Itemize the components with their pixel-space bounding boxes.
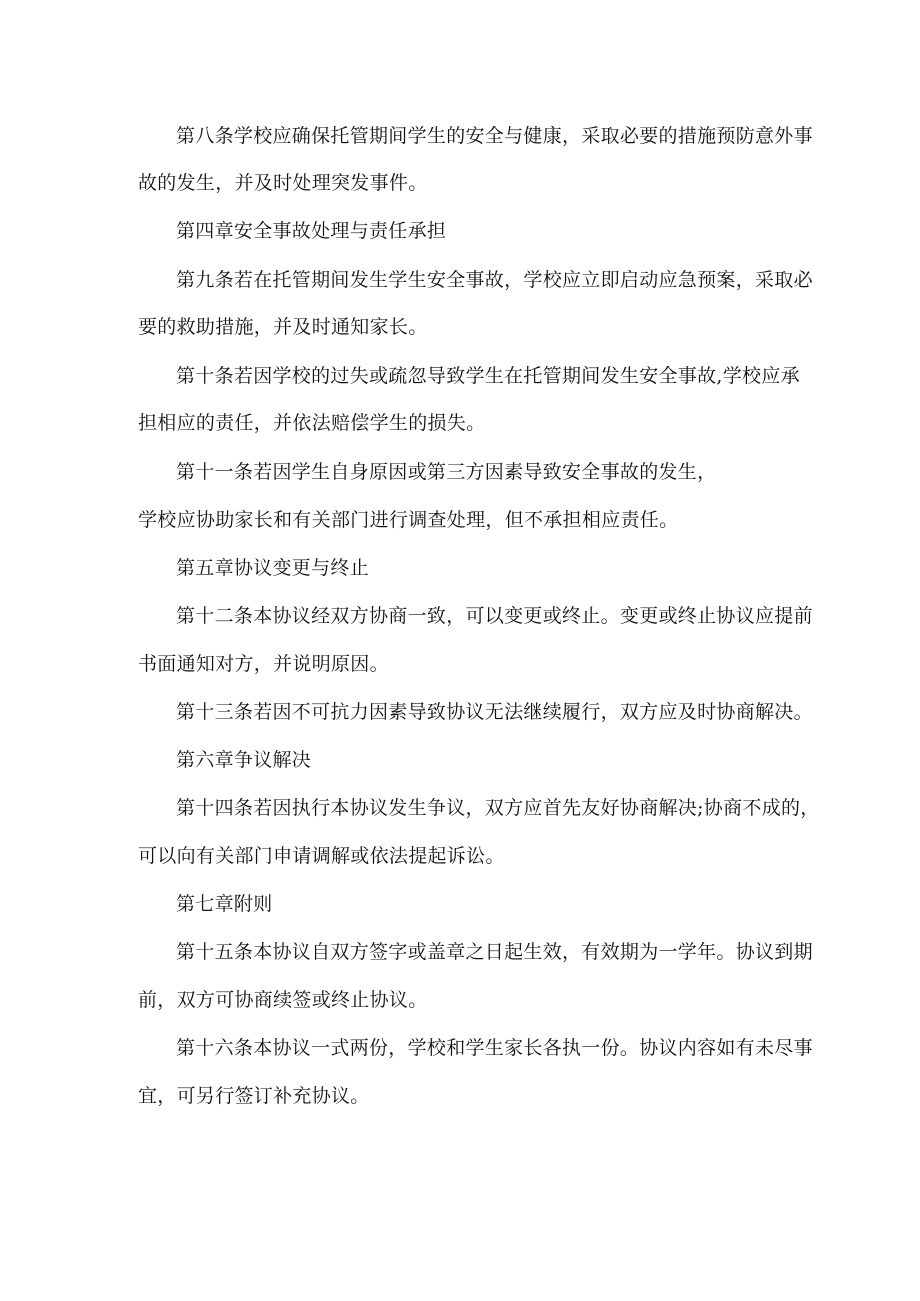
article-10-line-2: 担相应的责任，并依法赔偿学生的损失。: [138, 412, 486, 434]
article-15-line-1: 第十五条本协议自双方签字或盖章之日起生效，有效期为一学年。协议到期: [176, 941, 813, 963]
chapter-6-heading: 第六章争议解决: [176, 749, 312, 771]
article-14-line-2: 可以向有关部门申请调解或依法提起诉讼。: [138, 845, 505, 867]
article-12-line-2: 书面通知对方，并说明原因。: [138, 653, 389, 675]
article-9-line-2: 要的救助措施，并及时通知家长。: [138, 316, 428, 338]
chapter-7-heading: 第七章附则: [176, 893, 273, 915]
article-11-line-1: 第十一条若因学生自身原因或第三方因素导致安全事故的发生，: [176, 461, 717, 483]
article-14-line-1: 第十四条若因执行本协议发生争议，双方应首先友好协商解决;协商不成的，: [176, 797, 820, 819]
article-13-line-1: 第十三条若因不可抗力因素导致协议无法继续履行，双方应及时协商解决。: [176, 701, 813, 723]
article-9-line-1: 第九条若在托管期间发生学生安全事故，学校应立即启动应急预案，采取必: [176, 269, 813, 291]
article-10-line-1: 第十条若因学校的过失或疏忽导致学生在托管期间发生安全事故,学校应承: [176, 365, 800, 387]
article-8-line-2: 故的发生，并及时处理突发事件。: [138, 172, 428, 194]
article-11-line-2: 学校应协助家长和有关部门进行调查处理，但不承担相应责任。: [138, 509, 679, 531]
article-8-line-1: 第八条学校应确保托管期间学生的安全与健康，采取必要的措施预防意外事: [176, 125, 813, 147]
article-12-line-1: 第十二条本协议经双方协商一致，可以变更或终止。变更或终止协议应提前: [176, 605, 813, 627]
chapter-5-heading: 第五章协议变更与终止: [176, 557, 370, 579]
article-16-line-1: 第十六条本协议一式两份，学校和学生家长各执一份。协议内容如有未尽事: [176, 1037, 813, 1059]
article-16-line-2: 宜，可另行签订补充协议。: [138, 1085, 370, 1107]
chapter-4-heading: 第四章安全事故处理与责任承担: [176, 220, 447, 242]
article-15-line-2: 前，双方可协商续签或终止协议。: [138, 989, 428, 1011]
